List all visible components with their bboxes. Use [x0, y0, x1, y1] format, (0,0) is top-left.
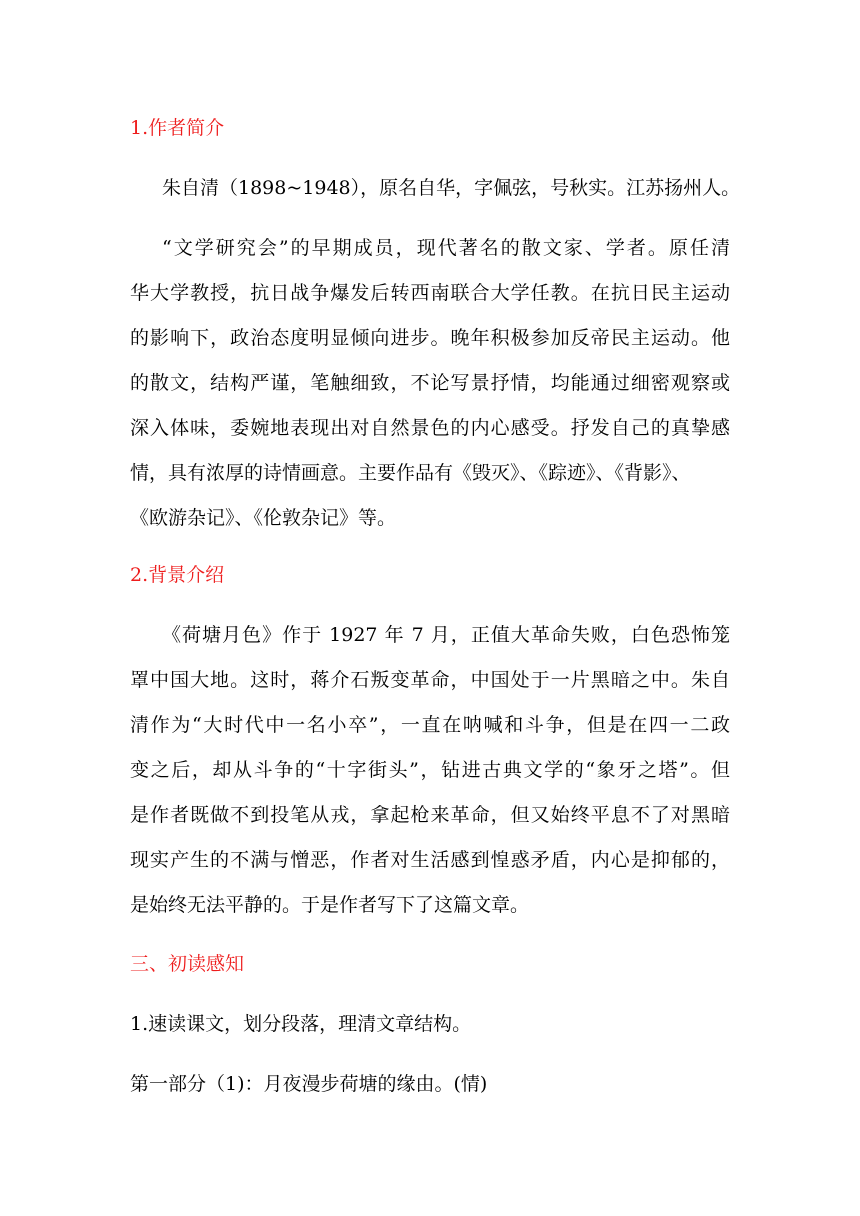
reading-task-line: 1.速读课文，划分段落，理清文章结构。: [130, 1013, 472, 1035]
section-heading-background: 2.背景介绍: [130, 564, 225, 586]
background-paragraph-line: 是作者既做不到投笔从戎，拿起枪来革命，但又始终平息不了对黑暗: [130, 804, 730, 826]
background-paragraph-line: 现实产生的不满与憎恶，作者对生活感到惶惑矛盾，内心是抑郁的，: [130, 849, 730, 871]
author-paragraph-line: 的影响下，政治态度明显倾向进步。晚年积极参加反帝民主运动。他: [130, 327, 730, 349]
background-paragraph-line: 是始终无法平静的。于是作者写下了这篇文章。: [130, 894, 530, 916]
background-paragraph-line: 变之后，却从斗争的“十字街头”，钻进古典文学的“象牙之塔”。但: [130, 759, 730, 781]
author-paragraph-line: “文学研究会”的早期成员，现代著名的散文家、学者。原任清: [162, 237, 730, 259]
section-heading-reading: 三、初读感知: [130, 953, 245, 975]
author-paragraph-line: 深入体味，委婉地表现出对自然景色的内心感受。抒发自己的真挚感: [130, 417, 730, 439]
section-heading-author: 1.作者简介: [130, 117, 225, 139]
author-paragraph-line: 的散文，结构严谨，笔触细致，不论写景抒情，均能通过细密观察或: [130, 372, 730, 394]
background-paragraph-line: 清作为“大时代中一名小卒”，一直在呐喊和斗争，但是在四一二政: [130, 714, 730, 736]
author-paragraph-line: 情，具有浓厚的诗情画意。主要作品有《毁灭》、《踪迹》、《背影》、: [130, 462, 691, 484]
author-paragraph-line: 《欧游杂记》、《伦敦杂记》等。: [130, 507, 397, 529]
author-intro-line: 朱自清（1898~1948），原名自华，字佩弦，号秋实。江苏扬州人。: [162, 177, 741, 199]
background-paragraph-line: 罩中国大地。这时，蒋介石叛变革命，中国处于一片黑暗之中。朱自: [130, 669, 730, 691]
part-one-line: 第一部分（1)：月夜漫步荷塘的缘由。(情): [130, 1073, 488, 1095]
author-paragraph-line: 华大学教授，抗日战争爆发后转西南联合大学任教。在抗日民主运动: [130, 282, 730, 304]
background-paragraph-line: 《荷塘月色》作于 1927 年 7 月，正值大革命失败，白色恐怖笼: [162, 624, 730, 646]
